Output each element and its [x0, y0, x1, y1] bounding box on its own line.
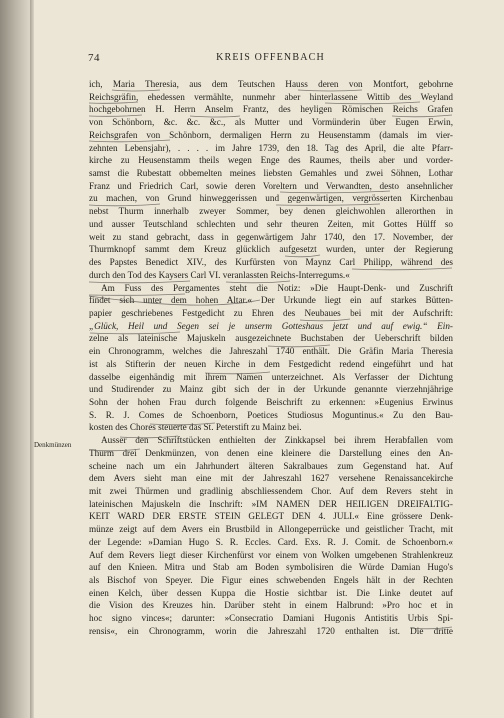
text-line: ein Chronogramm, welches die Jahreszahl 1740 enthält. Die Gräfin Maria Theresia	[89, 346, 453, 357]
text-line: zehnten Lebensjahr), . . . . im Jahre 1739, den 18. Tag des April, die alte Pfarr-	[89, 142, 453, 153]
page-number: 74	[88, 52, 100, 64]
text-line: papier geschriebenes Festgedicht zu Ehren des Neubaues bei mit der Aufschrift:	[89, 307, 453, 318]
text-line: und ausser Teutschland schlechten und sehr theuren Zeiten, mit Gottes Hülff so	[89, 218, 453, 229]
text-line: scheine nach um ein Jahrhundert älteren Sakralbaues zum Gegenstand hat. Auf	[89, 460, 453, 471]
text-line: Thurm drei Denkmünzen, von denen eine kleinere die Darstellung eines den An-	[89, 447, 453, 458]
text-line: ich, Maria Theresia, aus dem Teutschen Hauss deren von Montfort, gebohrne	[89, 79, 453, 89]
text-line: mit zwei Thürmen und gradlinig abschliessendem Chor. Auf dem Revers steht in	[89, 486, 453, 496]
text-line: und Studirender zu Mainz gibt sich der in der Urkunde genannte vierzehnjährige	[89, 384, 453, 395]
text-line: des Papstes Benedict XIV., des Kurfürsten von Maynz Carl Philipp, während des	[89, 257, 453, 268]
text-line: dem Avers sieht man eine mit der Jahreszahl 1627 versehene Renaissancekirche	[89, 473, 453, 484]
text-line: kirche zu Heusenstamm theils wegen Enge des Raumes, theils aber und vorder-	[89, 155, 453, 166]
page-gutter	[30, 0, 34, 718]
text-line: Franz und Friedrich Carl, sowie deren Voreltern und Verwandten, desto ansehnlicher	[89, 180, 453, 191]
text-line: von Schönborn, &c. &c. &c., als Mutter und Vormünderin über Eugen Erwin,	[89, 117, 453, 128]
text-line: nebst Thurm innerhalb zweyer Sommer, bey denen gleichwohlen allerorthen in	[89, 206, 453, 217]
text-line: Ausser den Schriftstücken enthielten der Zinkkapsel bei ihrem Herabfallen vom	[101, 435, 453, 446]
text-line: hochgebohrnen H. Herrn Anselm Frantz, des heyligen Römischen Reichs Grafen	[89, 104, 453, 115]
text-line: Auf dem Revers liegt dieser Kirchenfürst vor einem von Wolken umgebenen Strahlenkreuz	[89, 549, 453, 560]
text-line: Sohn der hohen Frau durch folgende Beischrift zu erkennen: »Eugenius Erwinus	[89, 396, 453, 407]
text-line: rensis«, ein Chronogramm, worin die Jahreszahl 1720 enthalten ist. Die dritte	[89, 625, 453, 636]
paragraph	[89, 434, 453, 638]
text-line: kosten des Chores steuerte das St. Peterstift zu Mainz bei.	[89, 422, 302, 433]
text-line: weit zu stand gebracht, dass in gegenwärtigem Jahr 1740, den 17. November, der	[89, 231, 453, 242]
text-line: samst die Rubestatt obbemelten meines liebsten Gemahles und zwei Söhnen, Lothar	[89, 168, 453, 179]
text-line: zelne als lateinische Majuskeln ausgezeichnete Buchstaben der Ueberschrift bilden	[89, 333, 453, 344]
text-line: findet sich unter dem hohen Altar.« Der Urkunde liegt ein auf starkes Bütten-	[89, 295, 453, 306]
page-header	[88, 52, 453, 68]
text-line: einen Kelch, über dessen Kuppa die Hostie sichtbar ist. Die Linke deutet auf	[89, 587, 453, 598]
text-line: ist als Stifterin der neuen Kirche in dem Festgedicht redend eingeführt und hat	[89, 358, 453, 369]
running-head: KREIS OFFENBACH	[216, 52, 325, 63]
body-text	[89, 78, 453, 638]
text-line: „Glück, Heil und Segen sei je unserm Gotteshaus jetzt und auf ewig.“ Ein-	[89, 320, 453, 331]
text-line: S. R. J. Comes de Schoenborn, Poetices Studiosus Moguntinus.« Zu den Bau-	[89, 409, 453, 420]
margin-note: Denkmünzen	[34, 441, 72, 449]
text-line: die Vision des Kreuzes hin. Darüber steht in einem Halbrund: »Pro hoc et in	[89, 600, 453, 611]
text-line: KEIT WARD DER ERSTE STEIN GELEGT DEN 4. JULI.« Eine grössere Denk-	[89, 511, 453, 522]
text-line: zu machen, von Grund hinweggerissen und gegenwärtigen, vergrösserten Kirchenbau	[89, 193, 453, 204]
text-line: als Bischof von Speyer. Die Figur eines schwebenden Engels hält in der Rechten	[89, 575, 453, 586]
text-line: münze zeigt auf dem Avers ein Brustbild in Allongeperrücke und geistlicher Tracht, mit	[89, 524, 453, 535]
text-line: hoc signo vinces«; darunter: »Consecratio Damiani Hugonis Antistitis Urbis Spi-	[89, 613, 453, 624]
text-line: lateinischen Majuskeln die Inschrift: »IM NAMEN DER HEILIGEN DREIFALTIG-	[89, 498, 453, 509]
text-line: durch den Tod des Kaysers Carl VI. veranlassten Reichs-Interregums.«	[89, 269, 350, 280]
text-line: Reichsgräfin, ehedessen vermählte, nunmehr aber hinterlassene Wittib des Weyland	[89, 91, 453, 102]
text-line: Reichsgrafen von Schönborn, dermaligen Herrn zu Heusenstamm (damals im vier-	[89, 129, 453, 140]
text-line: Am Fuss des Pergamentes steht die Notiz: »Die Haupt-Denk- und Zuschrift	[101, 282, 453, 293]
paragraph	[89, 282, 453, 435]
paragraph	[89, 78, 453, 282]
text-line: dasselbe eigenhändig mit ihrem Namen unterzeichnet. Als Verfasser der Dichtung	[89, 371, 453, 382]
text-line: auf den Knieen. Mitra und Stab am Boden symbolisiren die Würde Damian Hugo's	[89, 562, 453, 573]
text-line: Thurmknopf sammt dem Kreuz glücklich aufgesetzt wurden, unter der Regierung	[89, 244, 453, 255]
text-line: der Legende: »Damian Hugo S. R. Eccles. Card. Exs. R. J. Comit. de Schoenborn.«	[89, 536, 453, 547]
